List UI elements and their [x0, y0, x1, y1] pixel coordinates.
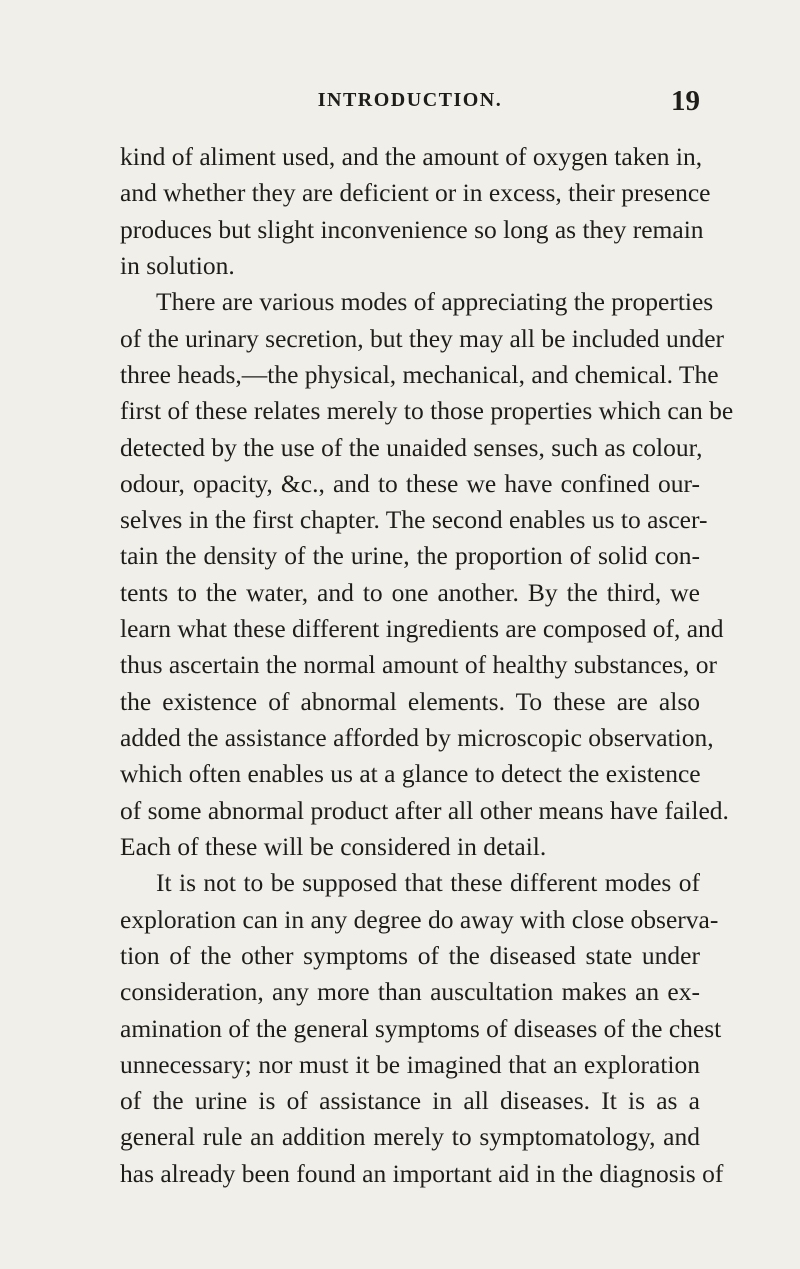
- text-line: of the urinary secretion, but they may all be included under: [120, 323, 725, 353]
- text-line: general rule an addition merely to symptomatology, and: [120, 1122, 700, 1152]
- text-line: and whether they are deficient or in excess, their presence: [120, 178, 711, 208]
- text-line: Each of these will be considered in detail.: [120, 831, 547, 861]
- text-line: produces but slight inconvenience so long as they remain: [120, 214, 704, 244]
- text-line: unnecessary; nor must it be imagined that an exploration: [120, 1049, 700, 1079]
- text-line: It is not to be supposed that these different modes of: [156, 868, 700, 898]
- text-line: added the assistance afforded by microscopic observation,: [120, 723, 714, 752]
- text-line: which often enables us at a glance to detect the existence: [120, 759, 701, 789]
- text-line: has already been found an important aid in the diagnosis of: [120, 1158, 724, 1188]
- text-line: first of these relates merely to those properties which can be: [120, 396, 734, 426]
- text-line: three heads,—the physical, mechanical, and chemical. The: [120, 359, 719, 389]
- text-line: of the urine is of assistance in all diseases. It is as a: [120, 1086, 700, 1116]
- text-line: the existence of abnormal elements. To these are also: [120, 686, 700, 716]
- text-line: amination of the general symptoms of diseases of the chest: [120, 1013, 722, 1043]
- running-title: INTRODUCTION.: [317, 89, 503, 111]
- text-line: of some abnormal product after all other means have failed.: [120, 795, 729, 825]
- text-line: selves in the first chapter. The second enables us to ascer-: [120, 505, 708, 535]
- page-number: 19: [671, 85, 700, 117]
- text-line: tion of the other symptoms of the diseased state under: [120, 940, 700, 970]
- body-text: [120, 139, 734, 1192]
- text-line: thus ascertain the normal amount of healthy substances, or: [120, 650, 717, 680]
- text-line: tain the density of the urine, the proportion of solid con-: [120, 541, 700, 571]
- text-line: learn what these different ingredients are composed of, and: [120, 614, 724, 644]
- text-line: detected by the use of the unaided senses, such as colour,: [120, 432, 703, 462]
- text-line: odour, opacity, &c., and to these we have confined our-: [120, 468, 700, 498]
- text-line: consideration, any more than auscultation makes an ex-: [120, 977, 700, 1007]
- text-line: in solution.: [120, 250, 235, 280]
- text-line: exploration can in any degree do away with close observa-: [120, 904, 719, 934]
- text-line: There are various modes of appreciating the properties: [156, 287, 714, 317]
- running-head: [120, 85, 700, 119]
- text-line: kind of aliment used, and the amount of oxygen taken in,: [120, 142, 703, 171]
- text-line: tents to the water, and to one another. By the third, we: [120, 577, 700, 607]
